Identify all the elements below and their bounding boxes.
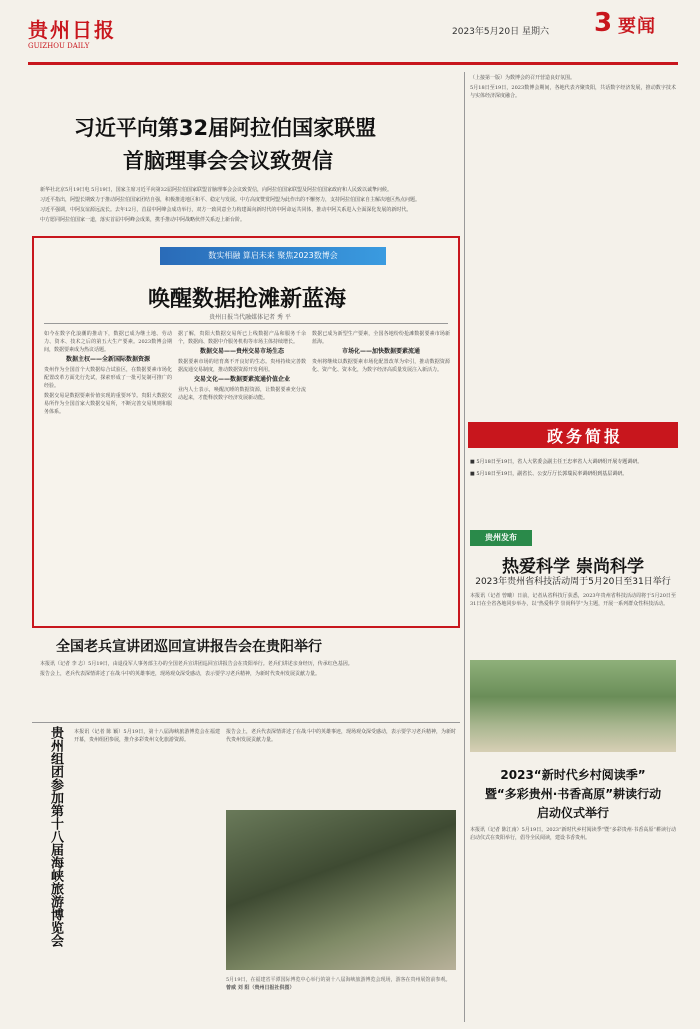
feature-paragraph: 贵州将继续以数据要素市场化配置改革为牵引，推动数据资源化、资产化、资本化，为数字经济高质量发展注入新活力。: [312, 359, 450, 373]
right-top-text: [470, 74, 676, 414]
reading-season-headline-2: 暨“多彩贵州·书香高原”耕读行动: [484, 787, 662, 801]
science-week-paragraph: 本报讯（记者 曾曦）日前，记者从省科技厅获悉，2023年贵州省科技活动周将于5月20日至31日在全省各地同步举办，以“热爱科学 崇尚科学”为主题，开展一系列群众性科技活动。: [470, 593, 676, 607]
feature-paragraph: 如今在数字化浪潮的推动下，数据已成为继土地、劳动力、资本、技术之后的第五大生产要素。2023数博会期间，数据要素成为热议话题。: [44, 331, 172, 353]
briefing-item: ■ 5月18日至19日，省人大常委会副主任王忠率省人大调研组开展专题调研。: [470, 459, 643, 465]
science-week-subhead: 2023年贵州省科技活动周于5月20日至31日举行: [475, 577, 671, 587]
caption-text: 5月19日，在福建省平潭国际博览中心举行的第十八届海峡旅游博览会现场，游客在贵州展馆前参观。: [226, 977, 451, 983]
reading-season-headline-3: 启动仪式举行: [536, 806, 609, 820]
masthead-rule: [28, 62, 678, 65]
lead-paragraph: 习近平指出，阿盟长期致力于推动阿拉伯国家团结自强，积极推进地区和平、稳定与发展。中方高度赞赏阿盟为此作出的不懈努力，支持阿拉伯国家自主解决地区热点问题。: [40, 197, 421, 203]
feature-col-left: [44, 330, 172, 620]
section-name: 要闻: [618, 16, 656, 37]
tourism-paragraph: 本报讯（记者 陈 颖）5月19日，第十八届海峡旅游博览会在福建开幕，贵州组团参展，推介多彩贵州文化旅游资源。: [74, 729, 220, 743]
veterans-paragraph: 报告会上，老兵代表深情讲述了在战斗中的英雄事迹，现场观众深受感动，表示要学习老兵精神，为新时代贵州发展贡献力量。: [40, 671, 321, 677]
feature-banner: 数实相融 算启未来 聚焦2023数博会: [160, 247, 386, 265]
caption-credit: 曾威 刘 阳（贵州日报社供图）: [226, 985, 295, 991]
lead-story-body: [40, 186, 460, 230]
expo-photo: [226, 810, 456, 970]
feature-byline: 贵州日报当代融媒体记者 秀 平: [209, 314, 291, 321]
right-photo: [470, 660, 676, 752]
reading-season-paragraph: 本报讯（记者 陈江南）5月19日，2023“新时代乡村阅读季”暨“多彩贵州·书香高原”耕读行动启动仪式在贵阳举行，倡导全民阅读，建设书香贵州。: [470, 827, 676, 841]
lead-paragraph: 习近平强调，中阿友谊源远流长。去年12月，首届中阿峰会成功举行，双方一致同意全力构建面向新时代的中阿命运共同体，推动中阿关系进入全面深化发展的新时代。: [40, 207, 412, 213]
feature-headline: 唤醒数据抢滩新蓝海: [147, 286, 346, 312]
lead-headline-line1: 习近平向第32届阿拉伯国家联盟: [73, 116, 377, 140]
feature-paragraph: 数据已成为新型生产要素，全国各地纷纷抢滩数据要素市场新蓝海。: [312, 331, 450, 345]
tourism-expo-headline: 贵州组团参加第十八届海峡旅游博览会: [48, 726, 63, 947]
tourism-paragraph: 报告会上，老兵代表深情讲述了在战斗中的英雄事迹，现场观众深受感动，表示要学习老兵精神，为新时代贵州发展贡献力量。: [226, 729, 456, 743]
feature-subhead: 市场化——加快数据要素流通: [341, 348, 420, 355]
science-week-headline: 热爱科学 崇尚科学: [502, 557, 644, 577]
reading-season-headline-1: 2023“新时代乡村阅读季”: [500, 768, 646, 782]
veterans-headline: 全国老兵宣讲团巡回宣讲报告会在贵阳举行: [56, 639, 322, 655]
feature-paragraph: 据了解，贵阳大数据交易所已上线数据产品和服务千余个，数据商、数据中介服务机构等市场主体持续增长。: [178, 331, 306, 345]
science-week-body: [470, 592, 676, 654]
feature-col-mid: [178, 330, 306, 620]
tourism-expo-body-cont: [226, 728, 456, 806]
veterans-body: [40, 660, 452, 720]
newspaper-logo-sub: GUIZHOU DAILY: [28, 42, 90, 50]
briefing-list: [470, 458, 676, 478]
feature-subhead: 数据交易——贵州交易市场生态: [199, 348, 284, 355]
feature-subhead: 交易文化——数据要素流通价值企业: [193, 376, 290, 383]
veterans-paragraph: 本报讯（记者 李 志）5月19日，由退役军人事务部主办的全国老兵宣讲团巡回宣讲报告会在贵阳举行。老兵们讲述亲身经历，传承红色基因。: [40, 661, 353, 667]
briefing-item: ■ 5月18日至19日，副省长、公安厅厅长郭瑞民率调研组到基层调研。: [470, 471, 628, 477]
feature-col-right: [312, 330, 450, 620]
bottom-divider: [32, 722, 460, 723]
newspaper-logo: 贵州日报: [28, 18, 116, 42]
expo-photo-caption: [226, 976, 456, 992]
tourism-expo-body: [74, 728, 220, 1018]
feature-paragraph: 数据要素市场的培育离不开良好的生态。贵州持续完善数据流通交易制度，推动数据资源开发利用。: [178, 359, 306, 373]
section-tag: 贵州发布: [470, 530, 532, 546]
column-divider: [464, 72, 465, 1022]
lead-headline-line2: 首脑理事会会议致贺信: [123, 149, 333, 173]
right-paragraph: 5月18日至19日，2023数博会期间，各地代表齐聚贵阳，共话数字经济发展，推动数字技术与实体经济深度融合。: [470, 85, 676, 99]
feature-divider: [44, 323, 448, 324]
lead-paragraph: 新华社北京5月19日电 5月19日，国家主席习近平向第32届阿拉伯国家联盟首脑理事会会议致贺信，向阿拉伯国家联盟及阿拉伯国家政府和人民致以诚挚问候。: [40, 187, 393, 193]
lead-paragraph: 中方愿同阿拉伯国家一道，落实首届中阿峰会成果，携手推动中阿战略伙伴关系迈上新台阶。: [40, 217, 246, 223]
feature-paragraph: 贵州作为全国首个大数据综合试验区，在数据要素市场化配置改革方面先行先试，探索形成了一批可复制可推广的经验。: [44, 367, 172, 389]
briefing-title: 政务简报: [546, 427, 623, 446]
page-number: 3: [594, 8, 613, 38]
feature-paragraph: 业内人士表示，唤醒沉睡的数据资源，让数据要素充分流动起来，才能释放数字经济发展新动能。: [178, 387, 306, 401]
feature-paragraph: 数据交易是数据要素价值实现的重要环节。贵阳大数据交易所作为全国首家大数据交易所，不断完善交易规则和服务体系。: [44, 393, 172, 415]
issue-date: 2023年5月20日 星期六: [452, 27, 549, 37]
right-paragraph: （上接第一版）为数博会的召开营造良好氛围。: [470, 75, 576, 81]
reading-season-body: [470, 826, 676, 1016]
feature-subhead: 数据主权——全新国际数据资源: [65, 356, 150, 363]
